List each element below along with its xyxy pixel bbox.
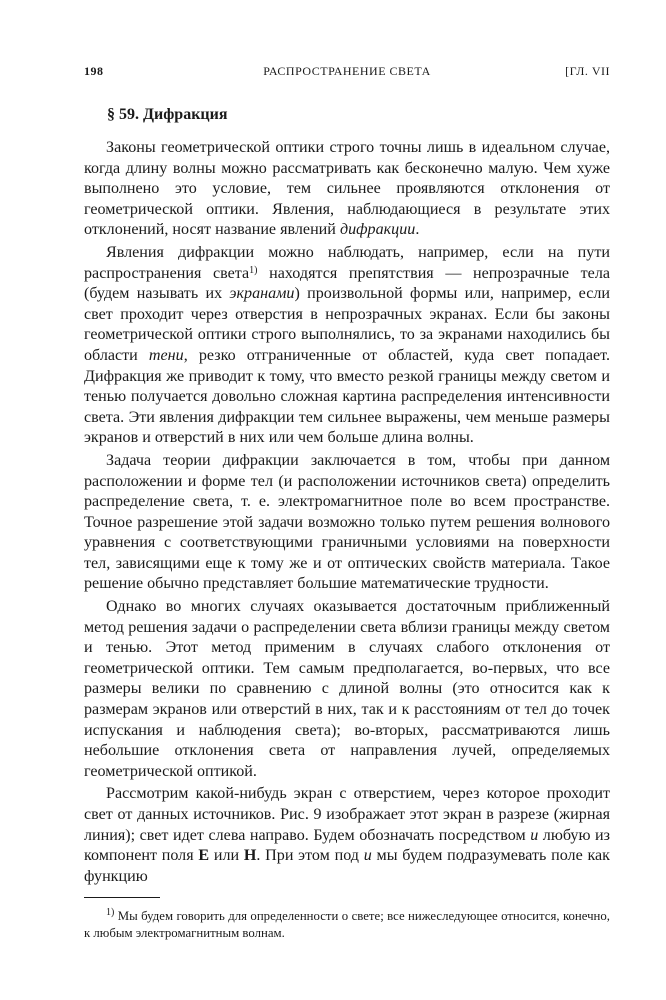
footnote-rule — [84, 897, 160, 898]
paragraph-4: Однако во многих случаях оказывается достаточным приближенный метод решения задачи о распределении света вблизи границы между светом и тенью. Этот метод применим в случаях слабого отклонения от геометрической оптики. Тем самым предполагается, во-первых, что все размеры велики по сравнению с длиной волны (это относится как к размерам экранов или отверстий в них, так и к расстояниям от тел до точек испускания и наблюдения света); во-вторых, рассматриваются лишь небольшие отклонения света от направления лучей, определяемых геометрической оптикой. — [84, 598, 610, 780]
footnote-ref: 1) — [249, 264, 258, 276]
paragraph-1: Законы геометрической оптики строго точны лишь в идеальном случае, когда длину волны можно рассматривать как бесконечно малую. Чем хуже выполнено это условие, тем сильнее проявляются отклонения от геометрической оптики. Явления, наблюдающиеся в результате этих отклонений, носят название явлений дифракции. — [84, 139, 610, 239]
variable-u: u — [530, 826, 539, 844]
running-header — [84, 64, 610, 86]
term-screens: экранами — [229, 285, 295, 303]
footnote — [84, 908, 610, 942]
paragraph-2: Явления дифракции можно наблюдать, например, если на пути распространения света$^{1)}$ находятся препятствия — непрозрачные тела (будем называть их экранами) произвольной формы или, например, если свет проходит через отверстия в непрозрачных экранах. Если бы законы геометрической оптики строго выполнялись, то за экранами находились бы области тени, резко отграниченные от областей, куда свет попадает. Дифракция же приводит к тому, что вместо резкой границы между светом и тенью получается довольно сложная картина распределения интенсивности света. Эти явления дифракции тем сильнее выражены, чем меньше размеры экранов и отверстий в них или чем больше длина волны. — [84, 243, 610, 447]
vector-e: E — [198, 847, 210, 865]
footnote-mark: 1) — [106, 907, 115, 918]
paragraph-3: Задача теории дифракции заключается в том, чтобы при данном расположении и форме тел (и расположении источников света) определить распределение света, т. е. электромагнитное поле во всем пространстве. Точное разрешение этой задачи возможно только путем решения волнового уравнения с соответствующими граничными условиями на поверхности тел, зависящими еще к тому же и от оптических свойств материала. Такое решение обычно представляет большие математические трудности. — [84, 451, 610, 593]
term-shadow: тени — [148, 346, 184, 364]
section-title: § 59. Дифракция — [107, 106, 228, 123]
running-title: РАСПРОСТРАНЕНИЕ СВЕТА — [263, 64, 431, 78]
footnote-text: Мы будем говорить для определенности о свете; все нижеследующее относится, конечно, к любым электромагнитным волнам. — [84, 909, 610, 940]
chapter-label: [ГЛ. VII — [565, 64, 610, 78]
term-diffraction: дифракции — [339, 221, 416, 239]
page-number: 198 — [84, 64, 104, 78]
paragraph-5: Рассмотрим какой-нибудь экран с отверстием, через которое проходит свет от данных источников. Рис. 9 изображает этот экран в разрезе (жирная линия); свет идет слева направо. Будем обозначать посредством u любую из компонент поля E или H. При этом под u мы будем подразумевать поле как функцию — [84, 785, 611, 885]
body-text — [84, 138, 610, 889]
variable-u: u — [363, 847, 372, 865]
vector-h: H — [243, 847, 257, 865]
